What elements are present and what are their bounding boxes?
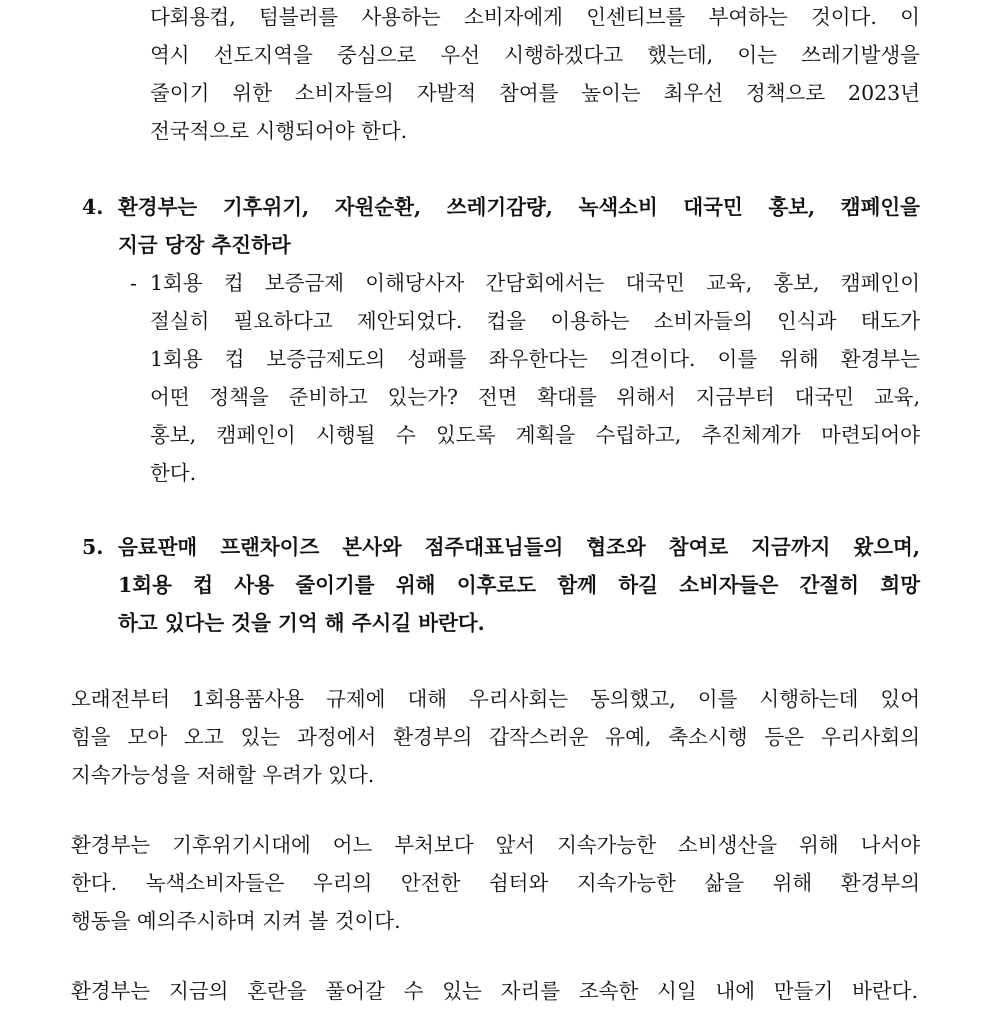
item-bullet-line: 1회용 컵 보증금제도의 성패를 좌우한다는 의견이다. 이를 위해 환경부는 [150, 347, 920, 371]
paragraph-line: 환경부는 지금의 혼란을 풀어갈 수 있는 자리를 조속한 시일 내에 만들기 바란다. [71, 979, 918, 1003]
paragraph-line: 힘을 모아 오고 있는 과정에서 환경부의 갑작스러운 유예, 축소시행 등은 우리사회의 [71, 725, 920, 749]
intro-bullet-line: 전국적으로 시행되어야 한다. [150, 119, 408, 143]
paragraph-line: 오래전부터 1회용품사용 규제에 대해 우리사회는 동의했고, 이를 시행하는데 있어 [71, 687, 920, 711]
intro-bullet-line: 줄이기 위한 소비자들의 자발적 참여를 높이는 최우선 정책으로 2023년 [150, 81, 920, 105]
item-bullet-line: 절실히 필요하다고 제안되었다. 컵을 이용하는 소비자들의 인식과 태도가 [150, 309, 920, 333]
item-bullet-line: 홍보, 캠페인이 시행될 수 있도록 계획을 수립하고, 추진체계가 마련되어야 [150, 423, 920, 447]
item-bullet-line: 1회용 컵 보증금제 이해당사자 간담회에서는 대국민 교육, 홍보, 캠페인이 [150, 271, 920, 295]
item-heading-line: 하고 있다는 것을 기억 해 주시길 바란다. [118, 611, 485, 635]
paragraph-line: 환경부는 기후위기시대에 어느 부처보다 앞서 지속가능한 소비생산을 위해 나서야 [71, 833, 920, 857]
item-heading-line: 음료판매 프랜차이즈 본사와 점주대표님들의 협조와 참여로 지금까지 왔으며, [118, 535, 920, 559]
intro-bullet-line: 다회용컵, 텀블러를 사용하는 소비자에게 인센티브를 부여하는 것이다. 이 [150, 5, 920, 29]
item-heading-line: 환경부는 기후위기, 자원순환, 쓰레기감량, 녹색소비 대국민 홍보, 캠페인을 [118, 195, 920, 219]
item-heading-line: 지금 당장 추진하라 [118, 233, 291, 257]
paragraph-line: 지속가능성을 저해할 우려가 있다. [71, 763, 375, 787]
item-number: 5. [82, 535, 104, 559]
item-bullet-line: 어떤 정책을 준비하고 있는가? 전면 확대를 위해서 지금부터 대국민 교육, [150, 385, 920, 409]
paragraph-line: 한다. 녹색소비자들은 우리의 안전한 쉼터와 지속가능한 삶을 위해 환경부의 [71, 871, 920, 895]
item-bullet-line: 한다. [150, 461, 197, 485]
paragraph-line: 행동을 예의주시하며 지켜 볼 것이다. [71, 909, 401, 933]
item-heading-line: 1회용 컵 사용 줄이기를 위해 이후로도 함께 하길 소비자들은 간절히 희망 [118, 573, 920, 597]
intro-bullet-line: 역시 선도지역을 중심으로 우선 시행하겠다고 했는데, 이는 쓰레기발생을 [150, 43, 920, 67]
item-number: 4. [82, 195, 104, 219]
bullet-dash: - [130, 271, 137, 295]
